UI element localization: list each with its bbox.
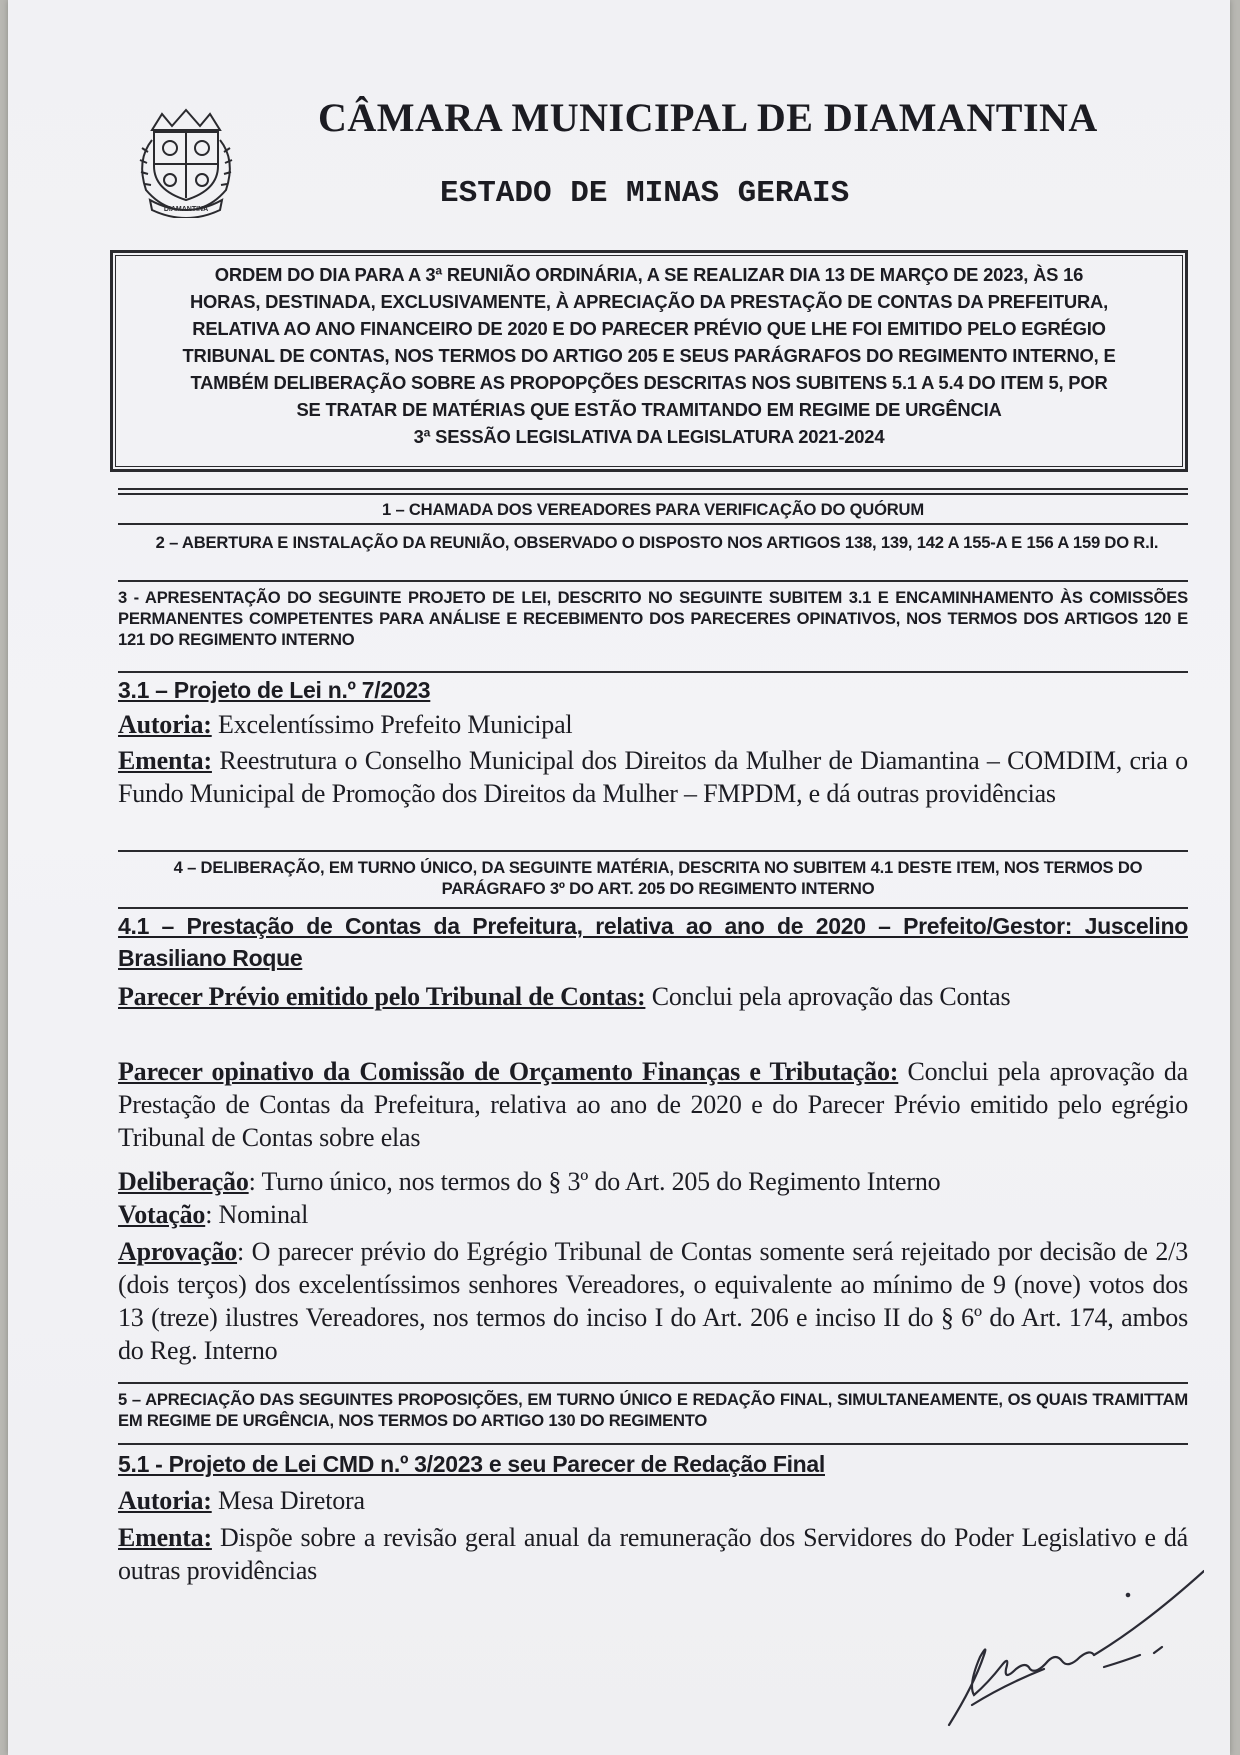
- divider-line: [118, 488, 1188, 490]
- document-page: [8, 0, 1230, 1755]
- order-line: TRIBUNAL DE CONTAS, NOS TERMOS DO ARTIGO 205 E SEUS PARÁGRAFOS DO REGIMENTO INTERNO, E: [182, 345, 1116, 366]
- item-1-heading: 1 – CHAMADA DOS VEREADORES PARA VERIFICAÇÃO DO QUÓRUM: [382, 500, 924, 519]
- divider-line: [118, 580, 1188, 582]
- divider-line: [118, 1443, 1188, 1445]
- votacao-value: : Nominal: [205, 1200, 309, 1229]
- divider-line: [118, 1382, 1188, 1384]
- municipal-coat-of-arms-seal: [132, 104, 240, 218]
- order-line: ORDEM DO DIA PARA A 3ª REUNIÃO ORDINÁRIA, A SE REALIZAR DIA 13 DE MARÇO DE 2023, ÀS 16: [214, 264, 1084, 285]
- parecer-tribunal-value: Conclui pela aprovação das Contas: [645, 982, 1011, 1011]
- item-3-heading: 3 - APRESENTAÇÃO DO SEGUINTE PROJETO DE LEI, DESCRITO NO SEGUINTE SUBITEM 3.1 E ENCAMINHAMENTO ÀS COMISSÕES PERMANENTES COMPETENTES PARA ANÁLISE E RECEBIMENTO DOS PARECERES OPINATIVOS, NOS TERMOS DOS ARTIGOS 120 E 121 DO REGIMENTO INTERNO: [118, 588, 1188, 649]
- deliberacao-value: : Turno único, nos termos do § 3º do Art. 205 do Regimento Interno: [248, 1167, 941, 1196]
- autoria-value: Mesa Diretora: [211, 1486, 365, 1515]
- item-5-1-autoria: [118, 1484, 1188, 1517]
- institution-subtitle: ESTADO DE MINAS GERAIS: [440, 176, 850, 211]
- item-4-1-heading: 4.1 – Prestação de Contas da Prefeitura, relativa ao ano de 2020 – Prefeito/Gestor: Juscelino Brasiliano Roque: [118, 913, 1188, 971]
- order-of-the-day-box: [110, 250, 1188, 472]
- divider-line: [118, 907, 1188, 909]
- item-4-1-aprovacao: [118, 1235, 1188, 1367]
- autoria-label: Autoria:: [118, 710, 212, 739]
- seal-label: DIAMANTINA: [163, 206, 209, 213]
- votacao-label: Votação: [118, 1200, 206, 1229]
- institution-title: CÂMARA MUNICIPAL DE DIAMANTINA: [318, 95, 1098, 140]
- item-5-heading: 5 – APRECIAÇÃO DAS SEGUINTES PROPOSIÇÕES, EM TURNO ÚNICO E REDAÇÃO FINAL, SIMULTANEAMENTE, OS QUAIS TRAMITTAM EM REGIME DE URGÊNCIA, NOS TERMOS DO ARTIGO 130 DO REGIMENTO: [118, 1390, 1188, 1430]
- aprovacao-value: : O parecer prévio do Egrégio Tribunal de Contas somente será rejeitado por decisão de 2/3 (dois terços) dos excelentíssimos senhores Vereadores, o equivalente ao mínimo de 9 (nove) votos dos 13 (treze) ilustres Vereadores, nos termos do inciso I do Art. 206 e inciso II do § 6º do Art. 174, ambos do Reg. Interno: [118, 1237, 1188, 1365]
- divider-line: [118, 523, 1188, 525]
- order-of-the-day-text: [125, 261, 1173, 450]
- item-3-1-heading: 3.1 – Projeto de Lei n.º 7/2023: [118, 677, 431, 703]
- item-4-1-deliberacao: [118, 1165, 1188, 1198]
- item-3-1-ementa: [118, 744, 1188, 810]
- ementa-value: Reestrutura o Conselho Municipal dos Direitos da Mulher de Diamantina – COMDIM, cria o Fundo Municipal de Promoção dos Direitos da Mulher – FMPDM, e dá outras providências: [118, 746, 1188, 808]
- aprovacao-label: Aprovação: [118, 1237, 238, 1266]
- order-line: SE TRATAR DE MATÉRIAS QUE ESTÃO TRAMITANDO EM REGIME DE URGÊNCIA: [296, 399, 1002, 420]
- divider-line: [118, 671, 1188, 673]
- item-2-heading: 2 – ABERTURA E INSTALAÇÃO DA REUNIÃO, OBSERVADO O DISPOSTO NOS ARTIGOS 138, 139, 142 A 155-A E 156 A 159 DO R.I.: [155, 533, 1159, 552]
- order-line: TAMBÉM DELIBERAÇÃO SOBRE AS PROPOPÇÕES DESCRITAS NOS SUBITENS 5.1 A 5.4 DO ITEM 5, POR: [190, 372, 1108, 393]
- item-4-1-parecer-tribunal: [118, 980, 1188, 1013]
- ementa-label: Ementa:: [118, 1523, 212, 1552]
- item-4-heading: 4 – DELIBERAÇÃO, EM TURNO ÚNICO, DA SEGUINTE MATÉRIA, DESCRITA NO SUBITEM 4.1 DESTE ITEM, NOS TERMOS DO PARÁGRAFO 3º DO ART. 205 DO REGIMENTO INTERNO: [173, 858, 1143, 898]
- item-5-1-heading: 5.1 - Projeto de Lei CMD n.º 3/2023 e seu Parecer de Redação Final: [118, 1451, 825, 1477]
- deliberacao-label: Deliberação: [118, 1167, 249, 1196]
- parecer-comissao-label: Parecer opinativo da Comissão de Orçamento Finanças e Tributação:: [118, 1057, 899, 1086]
- parecer-comissao-value: Conclui pela aprovação da Prestação de Contas da Prefeitura, relativa ao ano de 2020 e do Parecer Prévio emitido pelo egrégio Tribunal de Contas sobre elas: [118, 1057, 1188, 1152]
- item-4-1-parecer-comissao: [118, 1055, 1188, 1154]
- ementa-label: Ementa:: [118, 746, 212, 775]
- parecer-tribunal-label: Parecer Prévio emitido pelo Tribunal de Contas:: [118, 982, 646, 1011]
- item-3-1-autoria: [118, 708, 1188, 741]
- item-4-1-votacao: [118, 1198, 1188, 1231]
- divider-line: [118, 493, 1188, 495]
- handwritten-signature: [944, 1565, 1204, 1735]
- divider-line: [118, 850, 1188, 852]
- autoria-value: Excelentíssimo Prefeito Municipal: [211, 710, 573, 739]
- order-line: 3ª SESSÃO LEGISLATIVA DA LEGISLATURA 2021-2024: [413, 426, 885, 447]
- ementa-value: Dispõe sobre a revisão geral anual da remuneração dos Servidores do Poder Legislativo e dá outras providências: [118, 1523, 1188, 1585]
- autoria-label: Autoria:: [118, 1486, 212, 1515]
- order-line: HORAS, DESTINADA, EXCLUSIVAMENTE, À APRECIAÇÃO DA PRESTAÇÃO DE CONTAS DA PREFEITURA,: [189, 291, 1109, 312]
- order-line: RELATIVA AO ANO FINANCEIRO DE 2020 E DO PARECER PRÉVIO QUE LHE FOI EMITIDO PELO EGRÉGIO: [192, 318, 1106, 339]
